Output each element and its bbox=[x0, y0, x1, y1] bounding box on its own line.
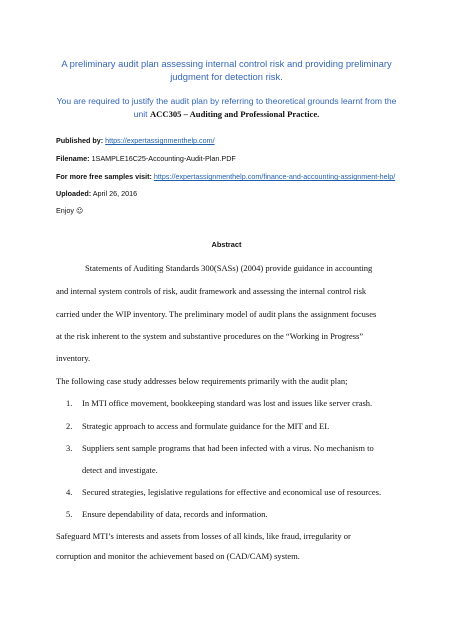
abstract-line: and internal system controls of risk, audit framework and assessing the internal control risk bbox=[56, 286, 367, 296]
published-by-label: Published by bbox=[56, 136, 101, 145]
document-title: A preliminary audit plan assessing internal control risk and providing preliminary judgment for detection risk. bbox=[61, 58, 392, 82]
more-samples-row bbox=[56, 172, 395, 181]
list-item: 2. Strategic approach to access and formulate guidance for the MIT and EI. bbox=[66, 421, 330, 431]
filename-label: Filename: bbox=[56, 154, 90, 163]
abstract-line: at the risk inherent to the system and substantive procedures on the “Working in Progress” bbox=[56, 331, 364, 341]
abstract-line: carried under the WIP inventory. The preliminary model of audit plans the assignment focuses bbox=[56, 309, 377, 319]
filename-row bbox=[56, 154, 236, 163]
published-by-row: Published by: https://expertassignmenthelp.com/ bbox=[56, 136, 215, 145]
list-item-continued: detect and investigate. bbox=[82, 465, 158, 475]
enjoy-text: Enjoy bbox=[56, 206, 74, 215]
case-study-intro: The following case study addresses below requirements primarily with the audit plan; bbox=[56, 376, 348, 386]
closing-line: Safeguard MTI’s interests and assets from losses of all kinds, like fraud, irregularity or bbox=[56, 531, 351, 541]
abstract-line: inventory. bbox=[56, 353, 91, 363]
smiley-icon: ☺ bbox=[75, 207, 84, 215]
course-name: – Auditing and Professional Practice. bbox=[181, 108, 320, 119]
published-by-link[interactable]: https://expertassignmenthelp.com/ bbox=[105, 136, 215, 145]
uploaded-value: April 26, 2016 bbox=[92, 189, 138, 198]
document-subtitle bbox=[52, 95, 401, 120]
course-code: ACC305 bbox=[149, 108, 182, 119]
list-item: 5. Ensure dependability of data, records and information. bbox=[66, 509, 268, 519]
more-samples-link[interactable]: https://expertassignmenthelp.com/finance-and-accounting-assignment-help/ bbox=[153, 172, 396, 181]
more-samples-label: For more free samples visit: bbox=[56, 172, 152, 181]
subtitle-text: You are required to justify the audit plan by referring to theoretical grounds learnt from the unit bbox=[56, 96, 397, 119]
enjoy-row bbox=[56, 206, 83, 216]
list-item: 1. In MTI office movement, bookkeeping standard was lost and issues like server crash. bbox=[66, 398, 373, 408]
list-item: 3. Suppliers sent sample programs that had been infected with a virus. No mechanism to bbox=[66, 443, 374, 453]
filename-value: 1SAMPLE16C25-Accounting-Audit-Plan.PDF bbox=[91, 154, 236, 163]
closing-line: corruption and monitor the achievement based on (CAD/CAM) system. bbox=[56, 551, 300, 561]
abstract-line: Statements of Auditing Standards 300(SASs) (2004) provide guidance in accounting bbox=[85, 263, 373, 273]
uploaded-label: Uploaded: bbox=[56, 189, 92, 198]
list-item: 4. Secured strategies, legislative regulations for effective and economical use of resources. bbox=[66, 487, 382, 497]
uploaded-row bbox=[56, 189, 137, 198]
abstract-heading: Abstract bbox=[211, 240, 242, 249]
